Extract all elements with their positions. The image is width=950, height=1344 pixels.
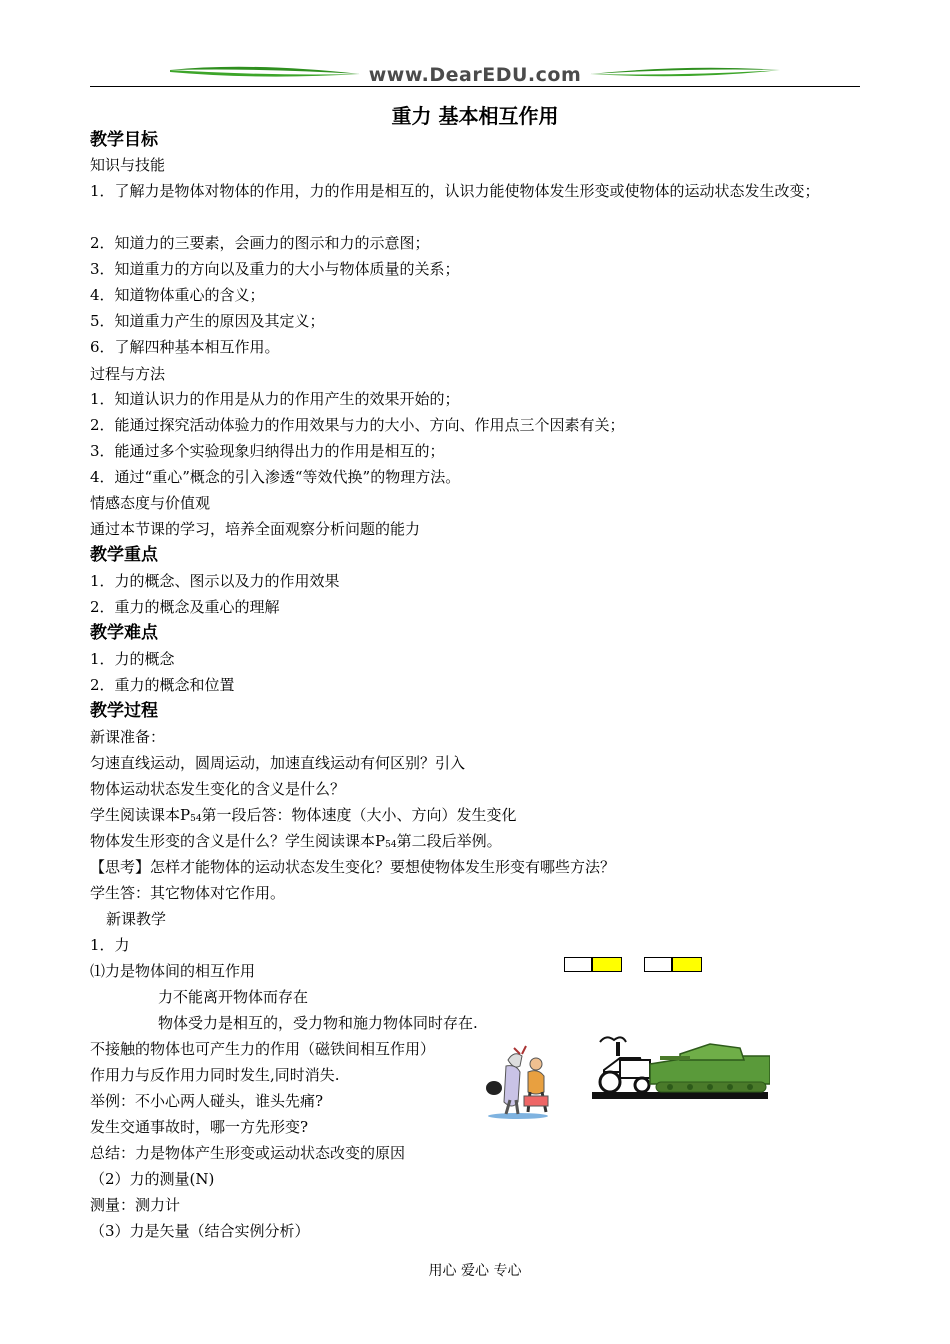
force-point-1g: 总结：力是物体产生形变或运动状态改变的原因 [90, 1144, 406, 1162]
force-point-1d: 作用力与反作用力同时发生,同时消失. [90, 1066, 340, 1084]
key-item-1: 1．力的概念、图示以及力的作用效果 [90, 572, 340, 590]
tractor-tank-collision-icon [590, 1030, 770, 1102]
subheading-emotion: 情感态度与价值观 [90, 494, 211, 512]
force-point-1a: 力不能离开物体而存在 [158, 988, 309, 1006]
force-point-2a: 测量：测力计 [90, 1196, 181, 1214]
knowledge-item-2: 2．知道力的三要素，会画力的图示和力的示意图； [90, 234, 430, 252]
knowledge-item-6: 6．了解四种基本相互作用。 [90, 338, 280, 356]
section-heading-goals: 教学目标 [90, 130, 158, 150]
section-heading-process: 教学过程 [90, 701, 158, 721]
knowledge-item-1: 1．了解力是物体对物体的作用，力的作用是相互的，认识力能使物体发生形变或使物体的运动状态发生改变； [90, 182, 820, 200]
process-item-3: 3．能通过多个实验现象归纳得出力的作用是相互的； [90, 442, 445, 460]
magnet-box-yellow-2 [672, 957, 702, 972]
prep-question-1: 匀速直线运动，圆周运动，加速直线运动有何区别？引入 [90, 754, 466, 772]
header-rule [90, 86, 860, 87]
knowledge-item-4: 4．知道物体重心的含义； [90, 286, 265, 304]
magnet-box-yellow-1 [592, 957, 622, 972]
subheading-process: 过程与方法 [90, 365, 166, 383]
magnet-box-white-2 [644, 957, 672, 972]
process-item-2: 2．能通过探究活动体验力的作用效果与力的大小、方向、作用点三个因素有关； [90, 416, 625, 434]
force-point-1b: 物体受力是相互的，受力物和施力物体同时存在. [158, 1014, 478, 1032]
prep-answer-2-page: 54 [190, 814, 202, 824]
force-point-3: （3）力是矢量（结合实例分析） [90, 1222, 310, 1240]
magnet-box-white-1 [564, 957, 592, 972]
prep-answer-2-pre: 学生阅读课本P [90, 806, 191, 824]
force-point-1e: 举例：不小心两人碰头，谁头先痛? [90, 1092, 324, 1110]
key-item-2: 2．重力的概念及重心的理解 [90, 598, 280, 616]
people-bumping-icon [470, 1040, 565, 1120]
student-answer: 学生答：其它物体对它作用。 [90, 884, 286, 902]
prep-question-3-pre: 物体发生形变的含义是什么？学生阅读课本P [90, 832, 386, 850]
process-item-4: 4．通过“重心”概念的引入渗透“等效代换”的物理方法。 [90, 468, 461, 486]
force-title: 1．力 [90, 936, 130, 954]
force-point-1f: 发生交通事故时，哪一方先形变? [90, 1118, 309, 1136]
knowledge-item-3: 3．知道重力的方向以及重力的大小与物体质量的关系； [90, 260, 460, 278]
force-point-2: （2）力的测量(N) [90, 1170, 215, 1188]
page-footer: 用心 爱心 专心 [428, 1263, 522, 1279]
process-item-1: 1．知道认识力的作用是从力的作用产生的效果开始的； [90, 390, 460, 408]
subheading-knowledge: 知识与技能 [90, 156, 166, 174]
force-point-1: ⑴力是物体间的相互作用 [90, 962, 256, 980]
prep-question-3-post: 第二段后举例。 [396, 832, 502, 850]
force-point-1c: 不接触的物体也可产生力的作用（磁铁间相互作用） [90, 1040, 436, 1058]
difficult-item-2: 2．重力的概念和位置 [90, 676, 235, 694]
prep-question-2: 物体运动状态发生变化的含义是什么？ [90, 780, 346, 798]
section-heading-key: 教学重点 [90, 545, 158, 565]
difficult-item-1: 1．力的概念 [90, 650, 175, 668]
prep-question-3-page: 54 [385, 840, 397, 850]
knowledge-item-5: 5．知道重力产生的原因及其定义； [90, 312, 325, 330]
page-title: 重力 基本相互作用 [391, 104, 559, 128]
think-question: 【思考】怎样才能物体的运动状态发生变化？要想使物体发生形变有哪些方法？ [90, 858, 616, 876]
emotion-text: 通过本节课的学习，培养全面观察分析问题的能力 [90, 520, 421, 538]
site-url: www.DearEDU.com [368, 64, 582, 86]
magnet-boxes-illustration [564, 957, 704, 973]
prep-label: 新课准备： [90, 728, 166, 746]
section-heading-difficult: 教学难点 [90, 623, 158, 643]
new-teach-label: 新课教学 [106, 910, 167, 928]
prep-answer-2-post: 第一段后答：物体速度（大小、方向）发生变化 [201, 806, 517, 824]
